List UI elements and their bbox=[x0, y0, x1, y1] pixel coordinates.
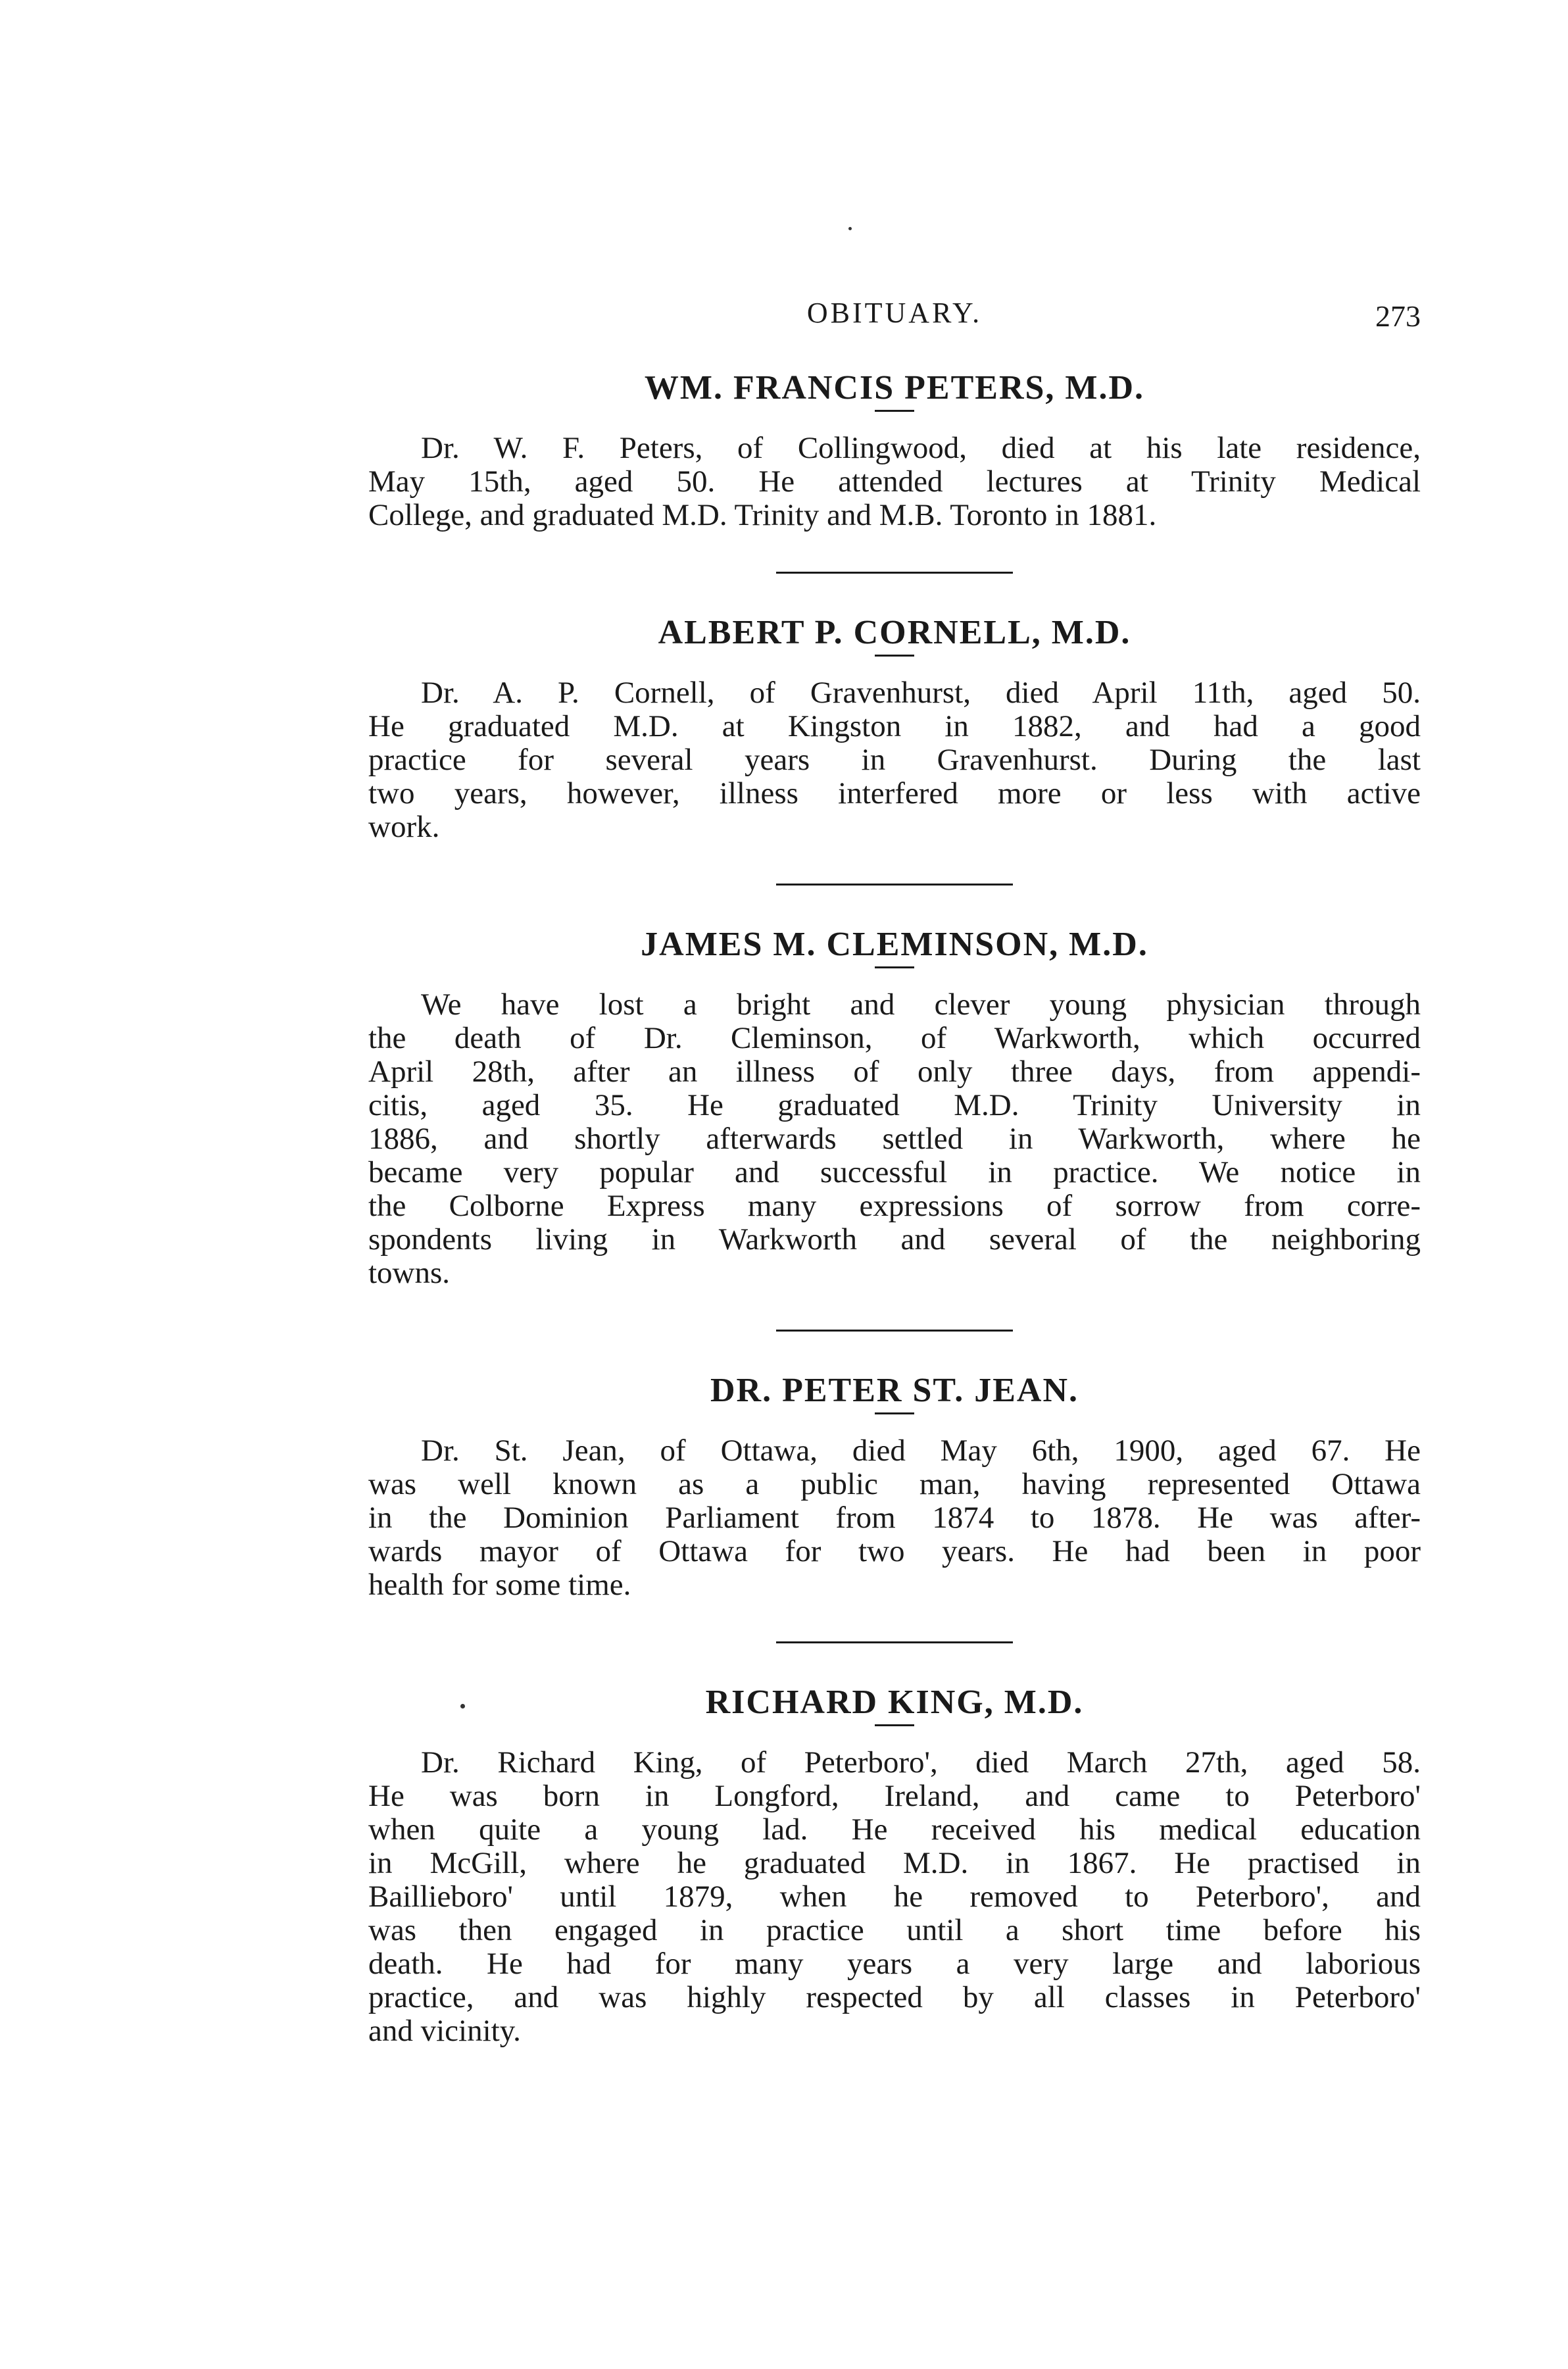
text-line: citis, aged 35. He graduated M.D. Trinity University in bbox=[368, 1088, 1421, 1122]
entry-text bbox=[368, 676, 1421, 844]
obituary-entry-cleminson bbox=[368, 925, 1421, 1290]
text-line: Dr. St. Jean, of Ottawa, died May 6th, 1900, aged 67. He bbox=[421, 1434, 1421, 1468]
text-line: the death of Dr. Cleminson, of Warkworth, which occurred bbox=[368, 1021, 1421, 1055]
entry-heading: WM. FRANCIS PETERS, M.D. bbox=[644, 369, 1145, 407]
text-line: He graduated M.D. at Kingston in 1882, and had a good bbox=[368, 709, 1421, 743]
text-line: health for some time. bbox=[368, 1568, 631, 1602]
text-line: when quite a young lad. He received his medical education bbox=[368, 1812, 1421, 1847]
text-line: wards mayor of Ottawa for two years. He had been in poor bbox=[368, 1534, 1421, 1568]
text-line: Dr. A. P. Cornell, of Gravenhurst, died April 11th, aged 50. bbox=[421, 676, 1421, 710]
heading-rule bbox=[875, 410, 914, 412]
text-line: Dr. Richard King, of Peterboro', died March 27th, aged 58. bbox=[421, 1745, 1421, 1780]
heading-rule bbox=[875, 655, 914, 657]
text-line: Dr. W. F. Peters, of Collingwood, died at his late residence, bbox=[421, 431, 1421, 465]
text-line: was well known as a public man, having represented Ottawa bbox=[368, 1467, 1421, 1501]
text-line: He was born in Longford, Ireland, and came to Peterboro' bbox=[368, 1779, 1421, 1813]
text-line: was then engaged in practice until a short time before his bbox=[368, 1913, 1421, 1947]
section-divider bbox=[776, 1330, 1013, 1332]
entry-heading: ALBERT P. CORNELL, M.D. bbox=[658, 614, 1131, 651]
running-title: OBITUARY. bbox=[806, 297, 983, 329]
obituary-entry-peters bbox=[368, 368, 1421, 532]
entry-heading: DR. PETER ST. JEAN. bbox=[710, 1372, 1079, 1409]
entry-text bbox=[368, 1434, 1421, 1602]
text-line: towns. bbox=[368, 1256, 451, 1290]
text-line: May 15th, aged 50. He attended lectures at Trinity Medical bbox=[368, 464, 1421, 499]
text-line: and vicinity. bbox=[368, 2014, 521, 2048]
entry-text bbox=[368, 432, 1421, 532]
text-line: College, and graduated M.D. Trinity and M.B. Toronto in 1881. bbox=[368, 498, 1157, 532]
obituary-entry-cornell bbox=[368, 613, 1421, 844]
section-divider bbox=[776, 1641, 1013, 1643]
page-header bbox=[368, 296, 1421, 342]
text-line: in McGill, where he graduated M.D. in 1867. He practised in bbox=[368, 1846, 1421, 1880]
page-number: 273 bbox=[1375, 299, 1421, 333]
text-line: death. He had for many years a very large and laborious bbox=[368, 1947, 1421, 1981]
obituary-entry-st-jean bbox=[368, 1371, 1421, 1602]
text-line: in the Dominion Parliament from 1874 to 1878. He was after- bbox=[368, 1501, 1421, 1535]
entry-heading: RICHARD KING, M.D. bbox=[705, 1683, 1084, 1721]
obituary-column bbox=[368, 368, 1421, 2048]
text-line: two years, however, illness interfered more or less with active bbox=[368, 776, 1421, 810]
entry-heading: JAMES M. CLEMINSON, M.D. bbox=[641, 926, 1148, 963]
section-divider bbox=[776, 572, 1013, 574]
text-line: the Colborne Express many expressions of sorrow from corre- bbox=[368, 1189, 1421, 1223]
text-line: work. bbox=[368, 810, 440, 844]
text-line: became very popular and successful in practice. We notice in bbox=[368, 1155, 1421, 1189]
ink-speck bbox=[848, 227, 852, 230]
obituary-entry-king bbox=[368, 1683, 1421, 2048]
text-line: practice for several years in Gravenhurst. During the last bbox=[368, 743, 1421, 777]
entry-text bbox=[368, 988, 1421, 1290]
text-line: We have lost a bright and clever young physician through bbox=[421, 987, 1421, 1022]
text-line: spondents living in Warkworth and several of the neighboring bbox=[368, 1222, 1421, 1257]
entry-text bbox=[368, 1746, 1421, 2048]
heading-rule bbox=[875, 1724, 914, 1726]
text-line: Baillieboro' until 1879, when he removed to Peterboro', and bbox=[368, 1880, 1421, 1914]
text-line: 1886, and shortly afterwards settled in Warkworth, where he bbox=[368, 1122, 1421, 1156]
heading-rule bbox=[875, 1412, 914, 1414]
text-line: practice, and was highly respected by all classes in Peterboro' bbox=[368, 1980, 1421, 2014]
text-line: April 28th, after an illness of only three days, from appendi- bbox=[368, 1055, 1421, 1089]
section-divider bbox=[776, 884, 1013, 885]
heading-rule bbox=[875, 966, 914, 968]
